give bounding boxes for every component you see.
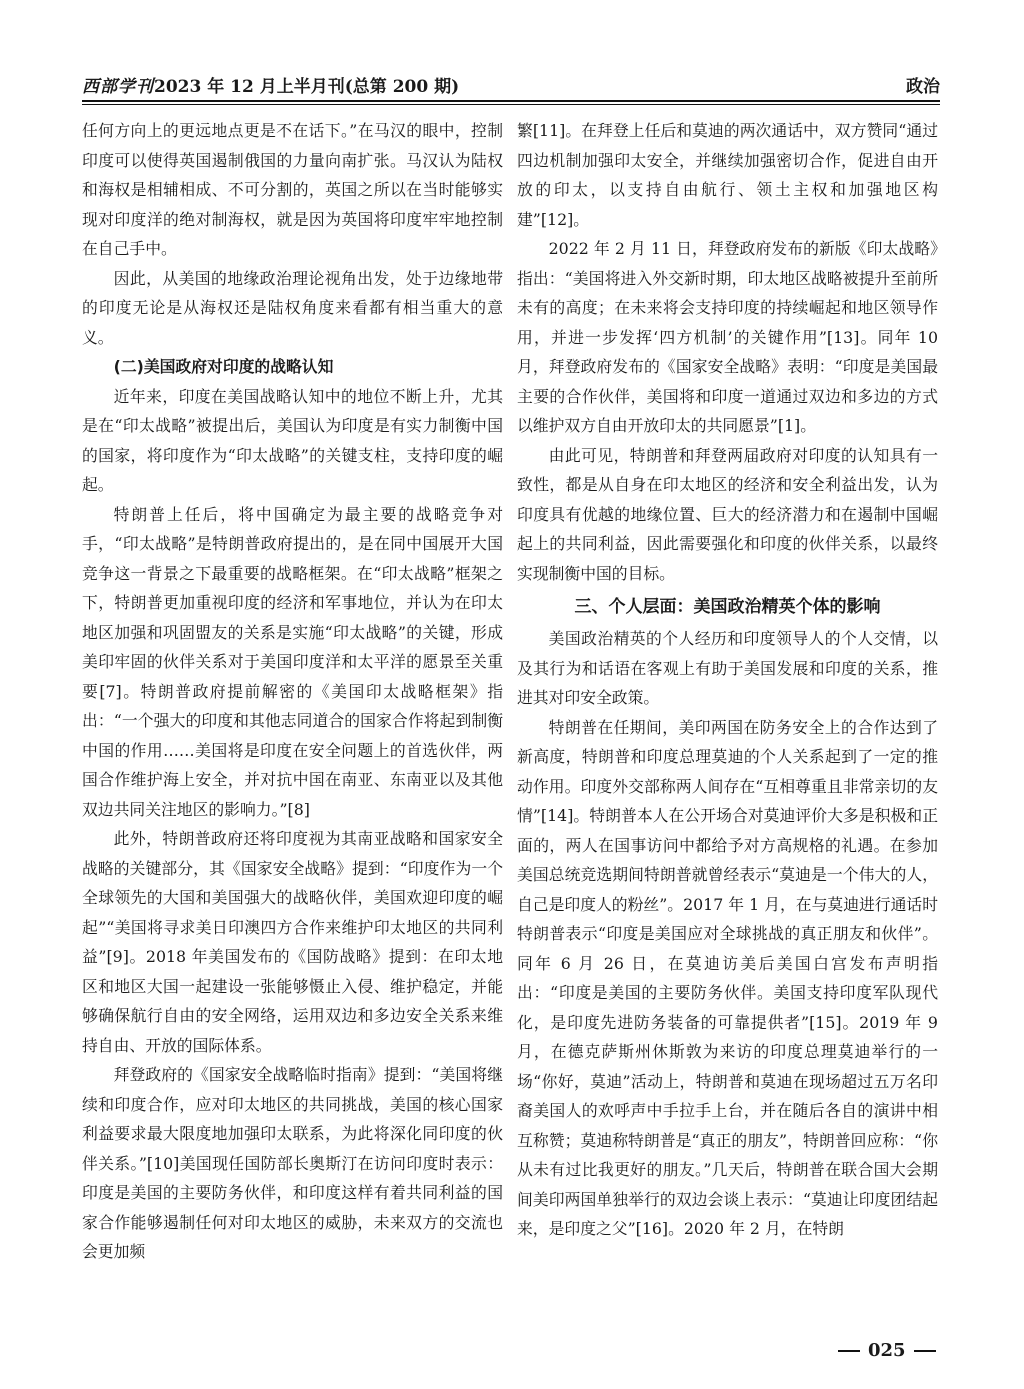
header-rule [82, 100, 940, 102]
body-paragraph: 任何方向上的更远地点更是不在话下。”在马汉的眼中，控制印度可以使得英国遏制俄国的力量向南扩张。马汉认为陆权和海权是相辅相成、不可分割的，英国之所以在当时能够实现对印度洋的绝对制海权，就是因为英国将印度牢牢地控制在自己手中。 [82, 121, 503, 258]
right-column [517, 116, 938, 1244]
body-paragraph: 因此，从美国的地缘政治理论视角出发，处于边缘地带的印度无论是从海权还是陆权角度来看都有相当重大的意义。 [82, 268, 503, 347]
body-paragraph: 此外，特朗普政府还将印度视为其南亚战略和国家安全战略的关键部分，其《国家安全战略》提到：“印度作为一个全球领先的大国和美国强大的战略伙伴，美国欢迎印度的崛起”“美国将寻求美日印澳四方合作来维护印太地区的共同利益”[9]。2018 年美国发布的《国防战略》提到：在印太地区和地区大国一起建设一张能够慑止入侵、维护稳定，并能够确保航行自由的安全网络，运用双边和多边安全关系来维持自由、开放的国际体系。 [82, 829, 503, 1055]
body-paragraph: 近年来，印度在美国战略认知中的地位不断上升，尤其是在“印太战略”被提出后，美国认为印度是有实力制衡中国的国家，将印度作为“印太战略”的关键支柱，支持印度的崛起。 [82, 386, 503, 494]
body-paragraph: 2022 年 2 月 11 日，拜登政府发布的新版《印太战略》指出：“美国将进入外交新时期，印太地区战略被提升至前所未有的高度；在未来将会支持印度的持续崛起和地区领导作用，并进一步发挥‘四方机制’的关键作用”[13]。同年 10 月，拜登政府发布的《国家安全战略》表明：“印度是美国最主要的合作伙伴，美国将和印度一道通过双边和多边的方式以维护双方自由开放印太的共同愿景”[1]。 [517, 239, 938, 435]
body-paragraph: 由此可见，特朗普和拜登两届政府对印度的认知具有一致性，都是从自身在印太地区的经济和安全利益出发，认为印度具有优越的地缘位置、巨大的经济潜力和在遏制中国崛起上的共同利益，因此需要强化和印度的伙伴关系，以最终实现制衡中国的目标。 [517, 445, 938, 583]
page-dash-right [914, 1350, 936, 1352]
section-label: 政治 [906, 77, 940, 97]
left-column [82, 116, 503, 1267]
body-paragraph: 繁[11]。在拜登上任后和莫迪的两次通话中，双方赞同“通过四边机制加强印太安全，并继续加强密切合作，促进自由开放的印太，以支持自由航行、领土主权和加强地区构建”[12]。 [517, 121, 938, 229]
issue-info: 2023 年 12 月上半月刊(总第 200 期) [154, 77, 460, 97]
journal-logo: 西部学刊 [82, 77, 154, 97]
journal-header-left [82, 72, 459, 97]
page-number-block [830, 1340, 944, 1361]
page-number: 025 [868, 1340, 906, 1361]
body-paragraph: 特朗普在任期间，美印两国在防务安全上的合作达到了新高度，特朗普和印度总理莫迪的个人关系起到了一定的推动作用。印度外交部称两人间存在“互相尊重且非常亲切的友情”[14]。特朗普本人在公开场合对莫迪评价大多是积极和正面的，两人在国事访问中都给予对方高规格的礼遇。在参加美国总统竞选期间特朗普就曾经表示“莫迪是一个伟大的人，自己是印度人的粉丝”。2017 年 1 月，在与莫迪进行通话时特朗普表示“印度是美国应对全球挑战的真正朋友和伙伴”。同年 6 月 26 日，在莫迪访美后美国白宫发布声明指出：“印度是美国的主要防务伙伴。美国支持印度军队现代化，是印度先进防务装备的可靠提供者”[15]。2019 年 9 月，在德克萨斯州休斯敦为来访的印度总理莫迪举行的一场“你好，莫迪”活动上，特朗普和莫迪在现场超过五万名印裔美国人的欢呼声中手拉手上台，并在随后各自的演讲中相互称赞；莫迪称特朗普是“真正的朋友”，特朗普回应称：“你从未有过比我更好的朋友。”几天后，特朗普在联合国大会期间美印两国单独举行的双边会谈上表示：“莫迪让印度团结起来，是印度之父”[16]。2020 年 2 月，在特朗 [517, 717, 938, 1238]
section-heading: 三、个人层面：美国政治精英个体的影响 [574, 597, 881, 617]
body-paragraph: 特朗普上任后，将中国确定为最主要的战略竞争对手，“印太战略”是特朗普政府提出的，是在同中国展开大国竞争这一背景之下最重要的战略框架。在“印太战略”框架之下，特朗普更加重视印度的经济和军事地位，并认为在印太地区加强和巩固盟友的关系是实施“印太战略”的关键，形成美印牢固的伙伴关系对于美国印度洋和太平洋的愿景至关重要[7]。特朗普政府提前解密的《美国印太战略框架》指出：“一个强大的印度和其他志同道合的国家合作将起到制衡中国的作用……美国将是印度在安全问题上的首选伙伴，两国合作维护海上安全，并对抗中国在南亚、东南亚以及其他双边共同关注地区的影响力。”[8] [82, 504, 503, 819]
header-rule-thin [82, 104, 940, 105]
body-paragraph: 美国政治精英的个人经历和印度领导人的个人交情，以及其行为和话语在客观上有助于美国发展和印度的关系，推进其对印安全政策。 [517, 629, 938, 707]
subsection-heading: (二)美国政府对印度的战略认知 [113, 357, 334, 376]
page-dash-left [838, 1350, 860, 1352]
body-paragraph: 拜登政府的《国家安全战略临时指南》提到：“美国将继续和印度合作，应对印太地区的共同挑战，美国的核心国家利益要求最大限度地加强印太联系，为此将深化同印度的伙伴关系。”[10]美国现任国防部长奥斯汀在访问印度时表示：印度是美国的主要防务伙伴，和印度这样有着共同利益的国家合作能够遏制任何对印太地区的威胁，未来双方的交流也会更加频 [82, 1065, 503, 1261]
